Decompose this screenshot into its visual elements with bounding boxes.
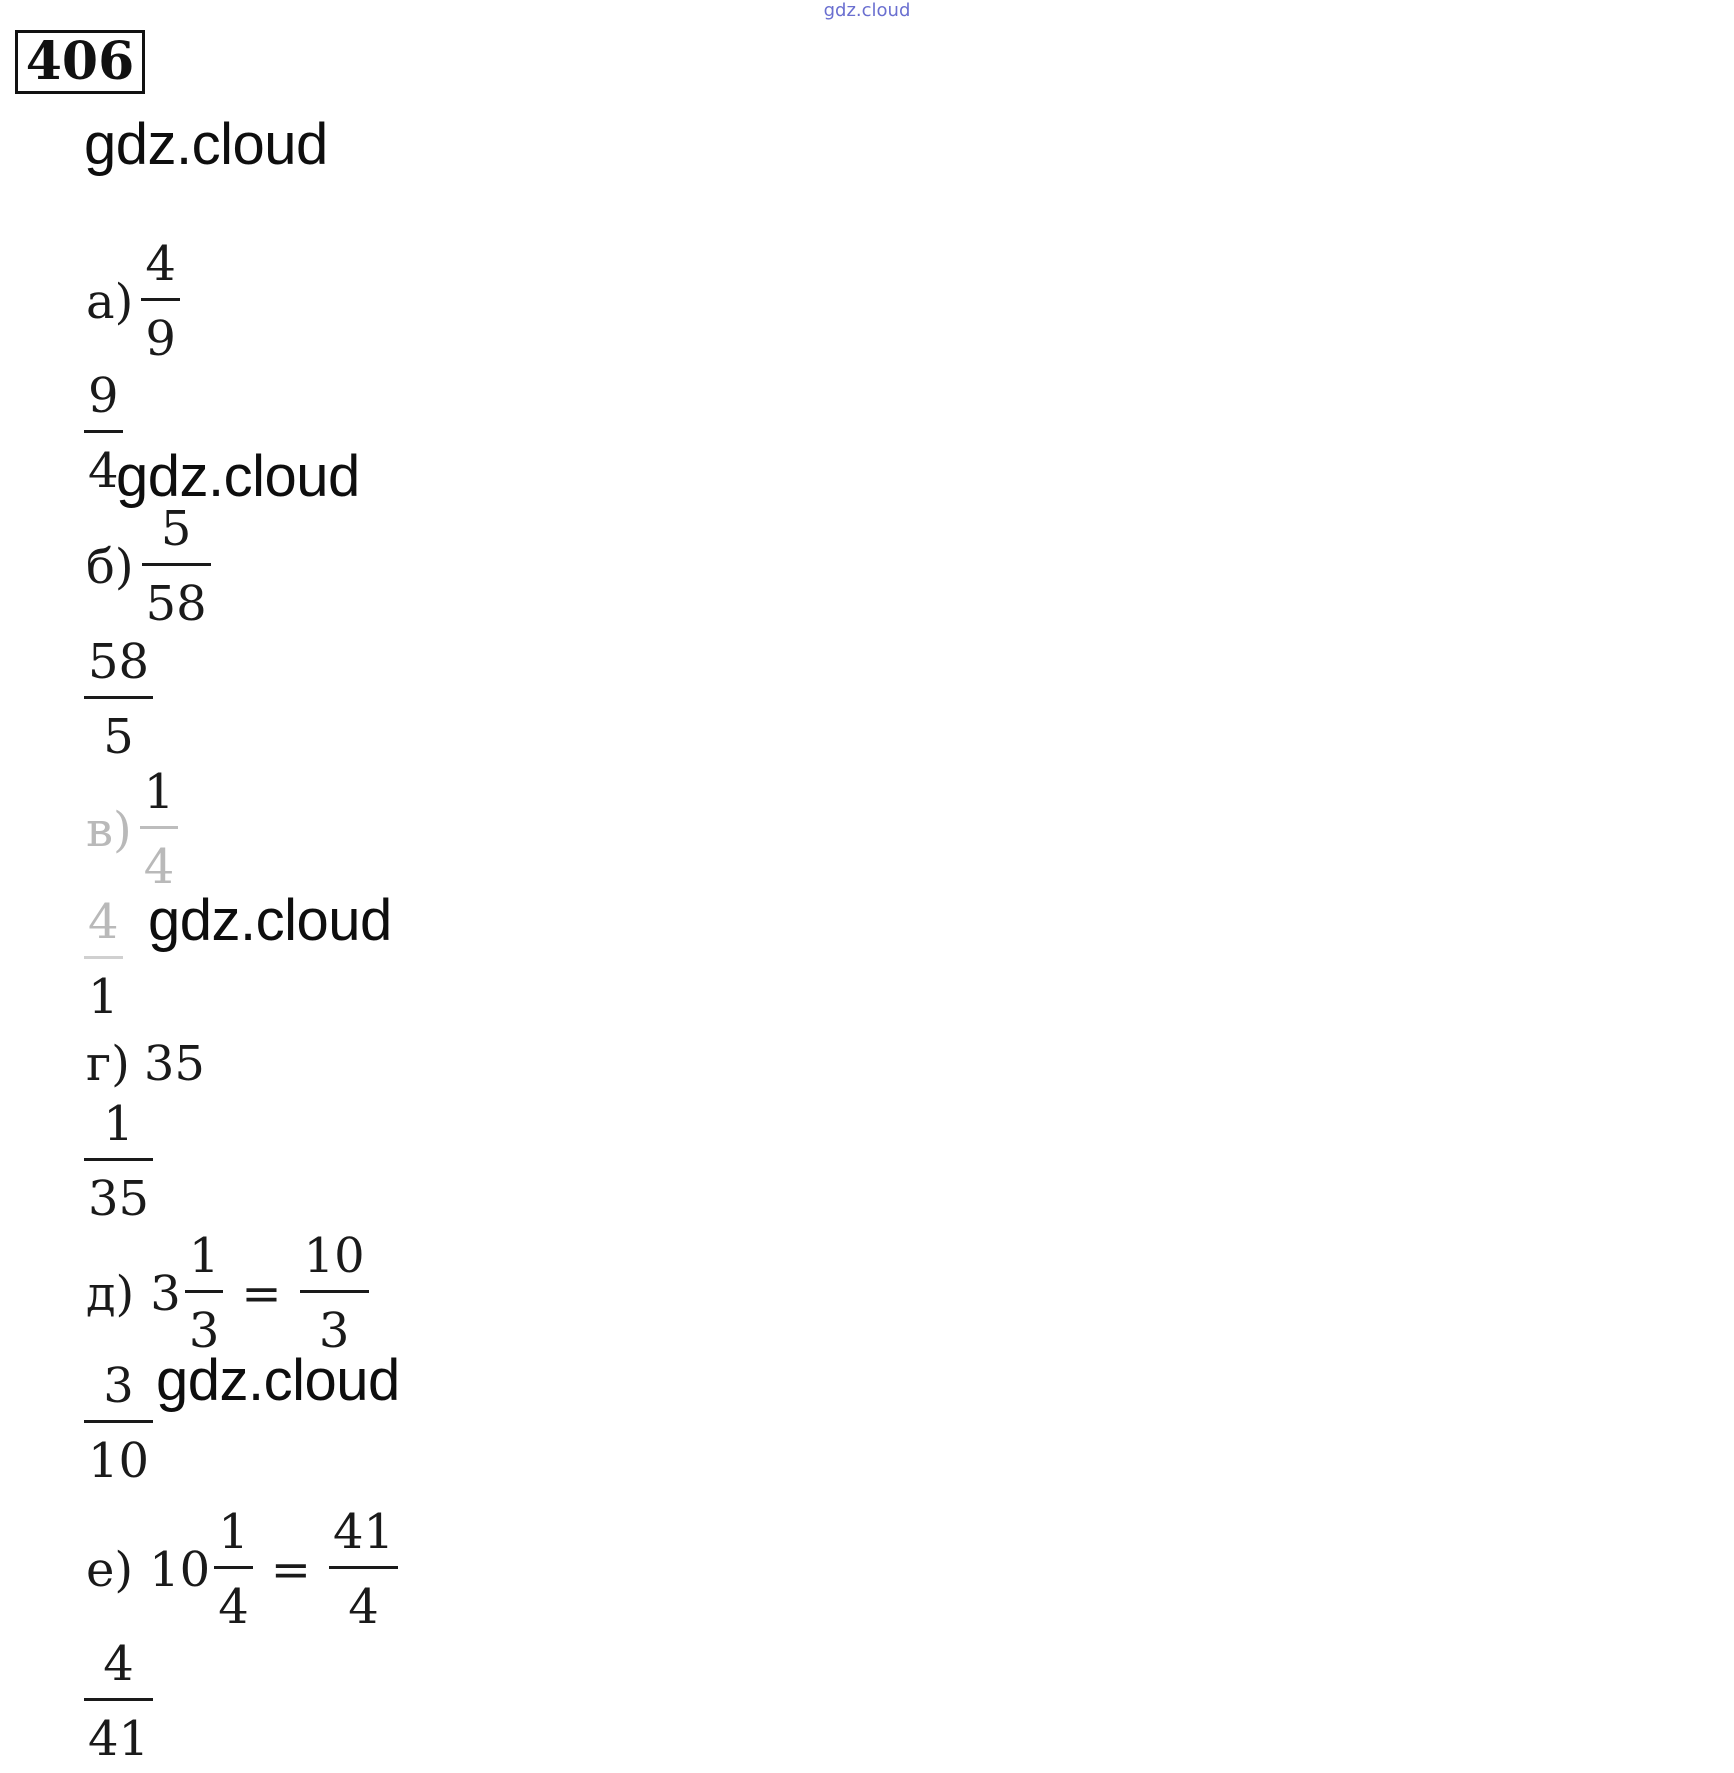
denominator: 1	[88, 969, 119, 1025]
equals-sign: =	[270, 1541, 311, 1598]
numerator: 1	[143, 764, 175, 820]
fraction	[214, 1504, 253, 1635]
fraction-bar	[84, 1158, 153, 1161]
numerator: 41	[332, 1504, 395, 1560]
denominator: 4	[88, 443, 119, 499]
numerator: 58	[88, 634, 150, 690]
whole-part: 3	[150, 1265, 181, 1322]
fraction	[84, 894, 123, 1025]
equals-sign: =	[241, 1265, 282, 1322]
denominator: 4	[143, 839, 175, 895]
numerator: 10	[303, 1228, 365, 1284]
fraction-bar	[300, 1290, 369, 1293]
item-label: в)	[86, 801, 132, 858]
item-d	[86, 1228, 369, 1359]
denominator: 10	[88, 1433, 150, 1489]
reciprocal-d	[84, 1358, 153, 1489]
denominator: 4	[348, 1579, 379, 1635]
whole-part: 10	[149, 1541, 211, 1598]
fraction-bar	[84, 696, 153, 699]
fraction-bar	[84, 430, 123, 433]
fraction	[141, 236, 180, 367]
fraction	[84, 1096, 153, 1227]
improper-fraction	[300, 1228, 369, 1359]
fraction	[142, 501, 211, 632]
fraction	[84, 1636, 153, 1767]
numerator: 4	[88, 894, 119, 950]
denominator: 4	[218, 1579, 249, 1635]
denominator: 58	[145, 576, 207, 632]
numerator: 1	[103, 1096, 134, 1152]
fraction	[185, 1228, 224, 1359]
item-b	[86, 501, 211, 632]
item-label: а)	[86, 273, 134, 330]
fraction	[140, 764, 179, 895]
item-label: е)	[86, 1541, 134, 1598]
fraction-bar	[84, 1420, 153, 1423]
reciprocal-b	[84, 634, 153, 765]
value: 35	[143, 1036, 205, 1092]
reciprocal-a	[84, 368, 123, 499]
fraction-bar	[141, 298, 180, 301]
item-label: г)	[86, 1036, 130, 1092]
numerator: 4	[145, 236, 176, 292]
fraction-bar	[329, 1566, 398, 1569]
watermark: gdz.cloud	[156, 1348, 400, 1413]
reciprocal-e	[84, 1636, 153, 1767]
item-label: б)	[86, 538, 134, 595]
numerator: 9	[88, 368, 119, 424]
watermark: gdz.cloud	[116, 444, 360, 509]
improper-fraction	[329, 1504, 398, 1635]
denominator: 9	[145, 311, 176, 367]
denominator: 35	[88, 1171, 150, 1227]
fraction-bar	[185, 1290, 224, 1293]
task-number: 406	[15, 30, 145, 94]
numerator: 4	[103, 1636, 134, 1692]
fraction-bar	[84, 1698, 153, 1701]
watermark: gdz.cloud	[84, 112, 328, 177]
reciprocal-g	[84, 1096, 153, 1227]
denominator: 41	[88, 1711, 150, 1767]
fraction	[84, 634, 153, 765]
fraction-bar	[214, 1566, 253, 1569]
numerator: 5	[160, 501, 192, 557]
numerator: 1	[218, 1504, 249, 1560]
numerator: 3	[103, 1358, 134, 1414]
numerator: 1	[188, 1228, 220, 1284]
fraction	[84, 368, 123, 499]
fraction-bar	[140, 826, 179, 829]
item-g	[86, 1036, 205, 1092]
denominator: 5	[103, 709, 134, 765]
watermark: gdz.cloud	[148, 888, 392, 953]
fraction-bar	[84, 956, 123, 959]
fraction-bar	[142, 563, 211, 566]
item-e	[86, 1504, 398, 1635]
site-watermark: gdz.cloud	[823, 0, 911, 21]
denominator: 3	[188, 1303, 220, 1359]
denominator: 3	[318, 1303, 350, 1359]
item-v	[86, 764, 178, 895]
item-a	[86, 236, 180, 367]
reciprocal-v	[84, 894, 123, 1025]
item-label: д)	[86, 1265, 135, 1322]
fraction	[84, 1358, 153, 1489]
